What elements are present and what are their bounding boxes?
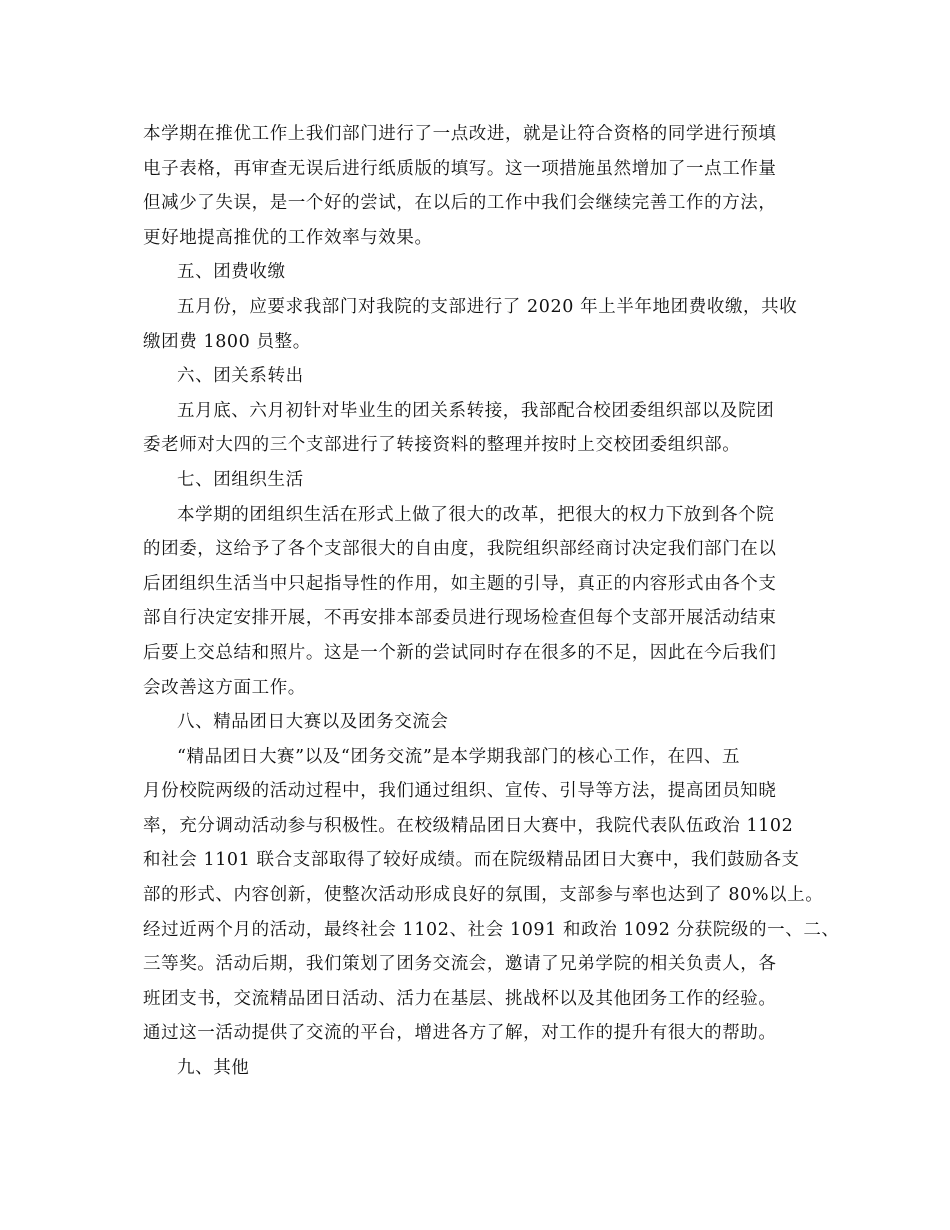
paragraph-line: 部自行决定安排开展，不再安排本部委员进行现场检查但每个支部开展活动结束 [143,608,777,629]
document-body [143,117,840,1086]
section-heading: 九、其他 [177,1058,250,1079]
paragraph-line: 电子表格，再审查无误后进行纸质版的填写。这一项措施虽然增加了一点工作量 [143,158,777,179]
paragraph-line: 五月份，应要求我部门对我院的支部进行了 2020 年上半年地团费收缴，共收 [177,296,798,317]
paragraph-line: 后要上交总结和照片。这是一个新的尝试同时存在很多的不足，因此在今后我们 [143,642,777,663]
paragraph-line: 五月底、六月初针对毕业生的团关系转接，我部配合校团委组织部以及院团 [177,400,775,421]
paragraph-line: 但减少了失误，是一个好的尝试，在以后的工作中我们会继续完善工作的方法， [143,193,777,214]
paragraph-line: 的团委，这给予了各个支部很大的自由度，我院组织部经商讨决定我们部门在以 [143,539,777,560]
paragraph-line: 月份校院两级的活动过程中，我们通过组织、宣传、引导等方法，提高团员知晓 [143,781,777,802]
paragraph-line: 部的形式、内容创新，使整次活动形成良好的氛围，支部参与率也达到了 80%以上。 [143,885,824,906]
paragraph-line: 会改善这方面工作。 [143,677,306,698]
paragraph-line: 后团组织生活当中只起指导性的作用，如主题的引导，真正的内容形式由各个支 [143,573,777,594]
paragraph-line: “精品团日大赛”以及“团务交流”是本学期我部门的核心工作，在四、五 [177,746,741,767]
paragraph-line: 更好地提高推优的工作效率与效果。 [143,227,433,248]
paragraph-line: 经过近两个月的活动，最终社会 1102、社会 1091 和政治 1092 分获院级的一、二、 [143,919,840,940]
paragraph-line: 本学期在推优工作上我们部门进行了一点改进，就是让符合资格的同学进行预填 [143,124,777,144]
paragraph-line: 本学期的团组织生活在形式上做了很大的改革，把很大的权力下放到各个院 [177,504,775,525]
paragraph-line: 三等奖。活动后期，我们策划了团务交流会，邀请了兄弟学院的相关负责人，各 [143,954,777,975]
paragraph-line: 缴团费 1800 员整。 [143,331,311,352]
section-heading: 五、团费收缴 [177,262,286,283]
section-heading: 六、团关系转出 [177,366,304,387]
paragraph-line: 委老师对大四的三个支部进行了转接资料的整理并按时上交校团委组织部。 [143,435,741,456]
paragraph-line: 率，充分调动活动参与积极性。在校级精品团日大赛中，我院代表队伍政治 1102 [143,815,794,836]
section-heading: 八、精品团日大赛以及团务交流会 [177,712,449,733]
paragraph-line: 和社会 1101 联合支部取得了较好成绩。而在院级精品团日大赛中，我们鼓励各支 [143,850,800,871]
paragraph-line: 通过这一活动提供了交流的平台，增进各方了解，对工作的提升有很大的帮助。 [143,1023,777,1044]
paragraph-line: 班团支书，交流精品团日活动、活力在基层、挑战杯以及其他团务工作的经验。 [143,988,777,1009]
section-heading: 七、团组织生活 [177,469,304,490]
